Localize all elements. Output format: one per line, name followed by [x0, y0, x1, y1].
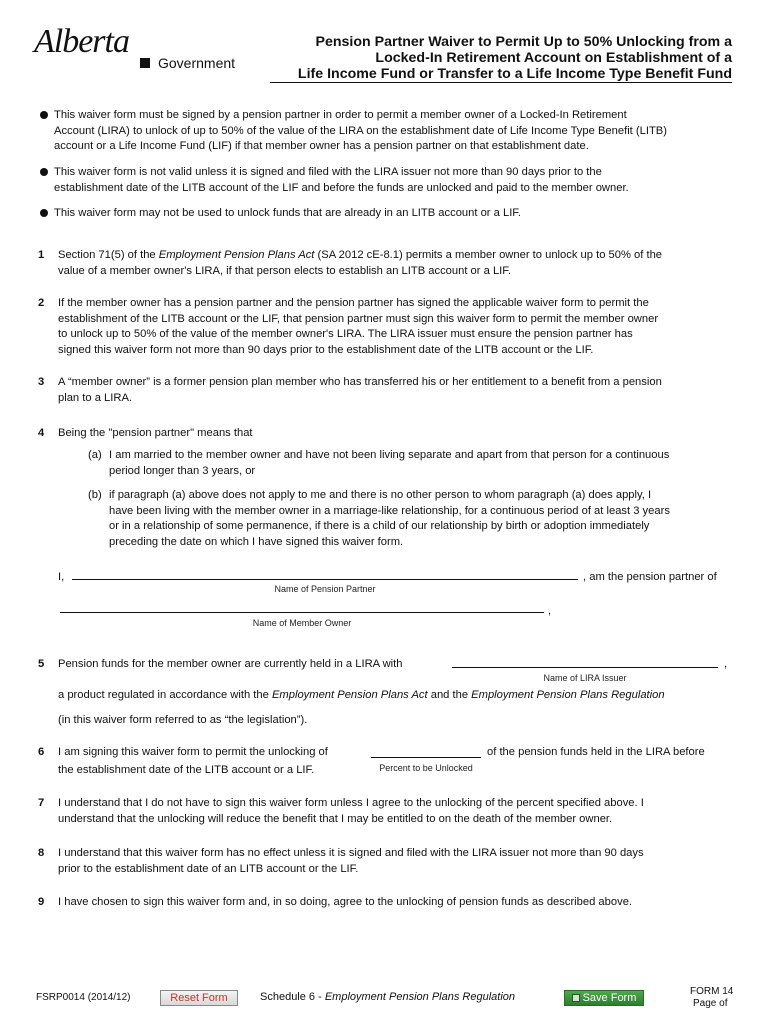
- item-4-number: 4: [38, 427, 45, 439]
- item-2-line-3: to unlock up to 50% of the value of the member owner's LIRA. The LIRA issuer must ensure the pension partner has: [58, 328, 633, 340]
- item-6-number: 6: [38, 746, 45, 758]
- item-7-number: 7: [38, 797, 45, 809]
- item-6-text-a: I am signing this waiver form to permit the unlocking of: [58, 746, 328, 758]
- schedule-prefix: Schedule 6 -: [260, 991, 325, 1003]
- bullet-2-line-1: This waiver form is not valid unless it is signed and filed with the LIRA issuer not more than 90 days prior to the: [54, 166, 602, 178]
- pension-partner-name-field[interactable]: [72, 579, 578, 580]
- item-4-text: Being the "pension partner" means that: [58, 427, 253, 439]
- bullet-dot: [40, 111, 48, 119]
- pension-partner-caption: Name of Pension Partner: [274, 584, 376, 594]
- item-5-text-c: (in this waiver form referred to as “the legislation”).: [58, 714, 308, 726]
- item-3-line-1: A “member owner” is a former pension plan member who has transferred his or her entitlement to a benefit from a pension: [58, 376, 662, 388]
- save-icon: [572, 994, 580, 1002]
- item-8-line-2: prior to the establishment date of an LITB account or the LIF.: [58, 862, 359, 875]
- item-4a-line-1: I am married to the member owner and have not been living separate and apart from that person for a continuous: [109, 449, 670, 461]
- item-3-line-2: plan to a LIRA.: [58, 391, 133, 404]
- item-4b-line-1: if paragraph (a) above does not apply to me and there is no other person to whom paragraph (a) does apply, I: [109, 489, 652, 501]
- item-3-number: 3: [38, 376, 45, 388]
- item-1-number: 1: [38, 249, 45, 261]
- item-1-text-a: Section 71(5) of the: [58, 249, 159, 261]
- page-indicator: Page of: [693, 998, 728, 1009]
- item-5-regulation: Employment Pension Plans Regulation: [471, 689, 665, 701]
- item-7-line-2: understand that the unlocking will reduce the benefit that I may be entitled to on the death of the member owner.: [58, 812, 613, 825]
- alberta-logo-government: Government: [158, 55, 236, 71]
- alberta-logo-wordmark: Alberta: [34, 23, 129, 60]
- item-2-line-2: establishment of the LITB account or the LIF, that pension partner must sign this waiver form to permit the member owner: [58, 312, 659, 325]
- i-label: I,: [58, 571, 65, 583]
- form-number: FORM 14: [690, 986, 734, 997]
- item-1-act: Employment Pension Plans Act: [158, 249, 315, 261]
- item-4a-text: [109, 448, 749, 479]
- bullet-3-line-1: This waiver form may not be used to unlock funds that are already in an LITB account or a LIF.: [54, 207, 522, 219]
- title-line-3: Life Income Fund or Transfer to a Life Income Type Benefit Fund: [297, 66, 732, 82]
- form-code: FSRP0014 (2014/12): [36, 992, 131, 1003]
- title-line-1: Pension Partner Waiver to Permit Up to 50% Unlocking from a: [315, 34, 732, 50]
- member-owner-name-field[interactable]: [60, 612, 544, 613]
- item-5-text-a: Pension funds for the member owner are currently held in a LIRA with: [58, 658, 403, 670]
- bullet-2: [40, 165, 740, 196]
- item-5-text-b: [58, 688, 758, 704]
- alberta-logo-mark: [140, 58, 150, 68]
- save-form-label: Save Form: [582, 992, 637, 1004]
- item-6-text-c: the establishment date of the LITB account or a LIF.: [58, 764, 315, 776]
- bullet-dot: [40, 209, 48, 217]
- item-6-text-b: of the pension funds held in the LIRA before: [487, 746, 705, 758]
- item-9-text: I have chosen to sign this waiver form and, in so doing, agree to the unlocking of pension funds as described above.: [58, 896, 633, 908]
- item-5-number: 5: [38, 658, 45, 670]
- item-2-line-1: If the member owner has a pension partner and the pension partner has signed the applicable waiver form to permit the: [58, 297, 649, 309]
- partner-suffix: , am the pension partner of: [583, 571, 717, 583]
- schedule-caption: [260, 990, 515, 1006]
- form-title: [252, 34, 732, 82]
- item-8-line-1: I understand that this waiver form has no effect unless it is signed and filed with the LIRA issuer not more than 90 days: [58, 847, 644, 859]
- item-8-text: [58, 846, 758, 877]
- item-5-text-b1: a product regulated in accordance with the: [58, 689, 272, 701]
- item-9-number: 9: [38, 896, 45, 908]
- lira-issuer-name-field[interactable]: [452, 667, 718, 668]
- percent-unlocked-field[interactable]: [371, 757, 481, 758]
- bullet-2-line-2: establishment date of the LITB account of the LIF and before the funds are unlocked and paid to the member owner.: [54, 181, 629, 194]
- bullet-1: [40, 108, 740, 155]
- item-1-text: [58, 248, 748, 279]
- item-4b-line-3: or in a relationship of some permanence, if there is a child of our relationship by birth or adoption immediately: [109, 520, 650, 532]
- item-5-and: and the: [427, 689, 472, 701]
- bullet-1-line-2: Account (LIRA) to unlock of up to 50% of the value of the LIRA on the establishment date of Life Income Type Benefit (LITB): [54, 124, 667, 137]
- item-1-text-c: value of a member owner's LIRA, if that person elects to establish an LITB account or a LIF.: [58, 264, 511, 277]
- bullet-1-line-3: account or a Life Income Fund (LIF) if that member owner has a pension partner on that establishment date.: [54, 140, 589, 152]
- title-line-2: Locked-In Retirement Account on Establishment of a: [375, 50, 732, 66]
- save-form-button[interactable]: [564, 990, 644, 1006]
- item-4b-line-2: have been living with the member owner in a marriage-like relationship, for a continuous period of at least 3 years: [109, 504, 670, 517]
- item-4a-line-2: period longer than 3 years, or: [109, 464, 256, 477]
- lira-issuer-caption: Name of LIRA Issuer: [543, 673, 627, 683]
- bullet-dot: [40, 168, 48, 176]
- item-4b-line-4: preceding the date on which I have signed this waiver form.: [109, 535, 404, 548]
- item-2-number: 2: [38, 297, 45, 309]
- reset-form-button[interactable]: Reset Form: [160, 990, 238, 1006]
- item-7-text: [58, 796, 758, 827]
- item-4b-label: (b): [88, 489, 102, 501]
- item-8-number: 8: [38, 847, 45, 859]
- bullet-3: [40, 206, 740, 222]
- item-4b-text: [109, 488, 749, 550]
- item-2-text: [58, 296, 748, 358]
- member-owner-caption: Name of Member Owner: [252, 618, 352, 628]
- lira-issuer-comma: ,: [724, 658, 728, 670]
- item-2-line-4: signed this waiver form not more than 90 days prior to the establishment date of the LITB account or the LIF.: [58, 343, 594, 356]
- item-3-text: [58, 375, 748, 406]
- item-5-act: Employment Pension Plans Act: [271, 689, 428, 701]
- item-4a-label: (a): [88, 449, 102, 461]
- item-1-text-b: (SA 2012 cE-8.1) permits a member owner to unlock up to 50% of the: [314, 249, 663, 261]
- item-7-line-1: I understand that I do not have to sign this waiver form unless I agree to the unlocking of the percent specified above. I: [58, 797, 644, 809]
- percent-unlocked-caption: Percent to be Unlocked: [379, 763, 473, 773]
- member-owner-comma: ,: [548, 605, 552, 617]
- schedule-regulation: Employment Pension Plans Regulation: [324, 991, 515, 1003]
- bullet-1-line-1: This waiver form must be signed by a pension partner in order to permit a member owner of a Locked-In Retirement: [54, 109, 627, 121]
- title-rule: [270, 82, 732, 83]
